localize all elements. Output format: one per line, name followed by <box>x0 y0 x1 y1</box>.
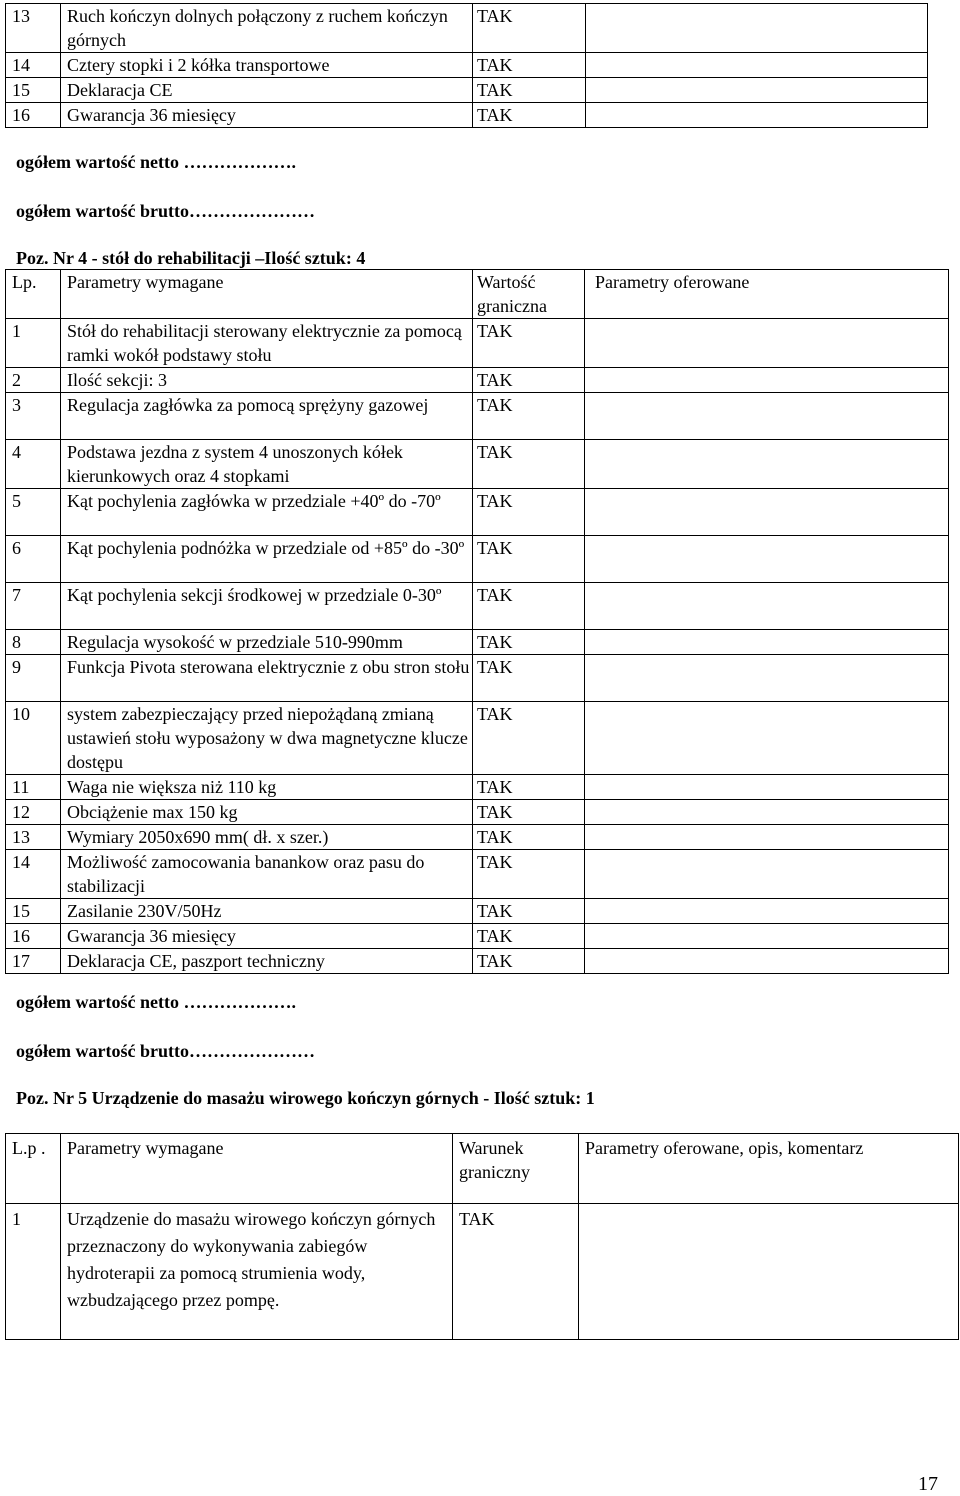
header-value: Wartość graniczna <box>473 270 585 319</box>
header-value: Warunek graniczny <box>453 1134 579 1204</box>
row-offered <box>585 800 949 825</box>
row-offered <box>585 775 949 800</box>
row-offered <box>585 536 949 583</box>
row-offered <box>586 4 928 53</box>
row-offered <box>585 655 949 702</box>
row-param: system zabezpieczający przed niepożądaną zmianą ustawień stołu wyposażony w dwa magnetyczne klucze dostępu <box>61 702 473 775</box>
row-value: TAK <box>473 489 585 536</box>
table-row <box>6 702 949 775</box>
row-value: TAK <box>473 4 586 53</box>
row-number: 8 <box>6 630 61 655</box>
row-param: Obciążenie max 150 kg <box>61 800 473 825</box>
total-brutto: ogółem wartość brutto………………… <box>16 201 315 221</box>
row-number: 15 <box>6 78 61 103</box>
section-5-title: Poz. Nr 5 Urządzenie do masażu wirowego kończyn górnych - Ilość sztuk: 1 <box>16 1088 595 1108</box>
row-number: 7 <box>6 583 61 630</box>
table-row <box>6 78 928 103</box>
row-param: Ruch kończyn dolnych połączony z ruchem kończyn górnych <box>61 4 473 53</box>
row-param: Urządzenie do masażu wirowego kończyn górnych przeznaczony do wykonywania zabiegów hydroterapii za pomocą strumienia wody, wzbudzającego przez pompę. <box>61 1204 453 1340</box>
table-row <box>6 924 949 949</box>
row-offered <box>585 630 949 655</box>
table-row <box>6 850 949 899</box>
row-value: TAK <box>473 319 585 368</box>
row-value: TAK <box>473 825 585 850</box>
row-offered <box>586 53 928 78</box>
row-param: Kąt pochylenia zagłówka w przedziale +40º do -70º <box>61 489 473 536</box>
row-value: TAK <box>473 368 585 393</box>
row-number: 13 <box>6 4 61 53</box>
row-offered <box>579 1204 959 1340</box>
row-param: Deklaracja CE <box>61 78 473 103</box>
row-offered <box>585 393 949 440</box>
row-number: 1 <box>6 319 61 368</box>
row-number: 4 <box>6 440 61 489</box>
table-header-row <box>6 270 949 319</box>
table-top <box>5 3 928 128</box>
row-offered <box>585 850 949 899</box>
table-section-4 <box>5 269 949 974</box>
row-param: Cztery stopki i 2 kółka transportowe <box>61 53 473 78</box>
table-row <box>6 53 928 78</box>
row-number: 6 <box>6 536 61 583</box>
row-number: 16 <box>6 103 61 128</box>
row-value: TAK <box>473 850 585 899</box>
table-row <box>6 489 949 536</box>
row-offered <box>585 368 949 393</box>
row-value: TAK <box>473 583 585 630</box>
row-number: 3 <box>6 393 61 440</box>
table-section-5 <box>5 1133 959 1340</box>
row-value: TAK <box>473 536 585 583</box>
row-param: Zasilanie 230V/50Hz <box>61 899 473 924</box>
row-param: Możliwość zamocowania banankow oraz pasu do stabilizacji <box>61 850 473 899</box>
row-param: Wymiary 2050x690 mm( dł. x szer.) <box>61 825 473 850</box>
header-no: Lp. <box>6 270 61 319</box>
row-value: TAK <box>473 78 586 103</box>
table-row <box>6 800 949 825</box>
row-number: 14 <box>6 53 61 78</box>
row-number: 15 <box>6 899 61 924</box>
table-row <box>6 899 949 924</box>
row-number: 14 <box>6 850 61 899</box>
row-param: Funkcja Pivota sterowana elektrycznie z obu stron stołu <box>61 655 473 702</box>
row-param: Waga nie większa niż 110 kg <box>61 775 473 800</box>
row-offered <box>585 702 949 775</box>
row-value: TAK <box>473 103 586 128</box>
table-row <box>6 775 949 800</box>
table-row <box>6 583 949 630</box>
row-param: Podstawa jezdna z system 4 unoszonych kółek kierunkowych oraz 4 stopkami <box>61 440 473 489</box>
row-param: Gwarancja 36 miesięcy <box>61 924 473 949</box>
row-value: TAK <box>473 655 585 702</box>
table-row <box>6 825 949 850</box>
row-value: TAK <box>473 393 585 440</box>
row-value: TAK <box>473 800 585 825</box>
row-value: TAK <box>473 440 585 489</box>
row-number: 9 <box>6 655 61 702</box>
row-value: TAK <box>453 1204 579 1340</box>
row-param: Gwarancja 36 miesięcy <box>61 103 473 128</box>
row-offered <box>585 319 949 368</box>
header-param: Parametry wymagane <box>61 1134 453 1204</box>
row-param: Regulacja wysokość w przedziale 510-990mm <box>61 630 473 655</box>
row-number: 1 <box>6 1204 61 1340</box>
row-value: TAK <box>473 702 585 775</box>
row-number: 2 <box>6 368 61 393</box>
table-row <box>6 103 928 128</box>
row-value: TAK <box>473 924 585 949</box>
table-row <box>6 319 949 368</box>
table-row <box>6 4 928 53</box>
table-row <box>6 368 949 393</box>
table-row <box>6 655 949 702</box>
row-value: TAK <box>473 775 585 800</box>
total-netto-2: ogółem wartość netto ………………. <box>16 992 296 1012</box>
header-offered: Parametry oferowane <box>585 270 949 319</box>
row-number: 13 <box>6 825 61 850</box>
table-row <box>6 949 949 974</box>
row-offered <box>585 440 949 489</box>
header-param: Parametry wymagane <box>61 270 473 319</box>
row-number: 17 <box>6 949 61 974</box>
row-value: TAK <box>473 630 585 655</box>
row-offered <box>586 78 928 103</box>
header-offered: Parametry oferowane, opis, komentarz <box>579 1134 959 1204</box>
table-row <box>6 393 949 440</box>
row-offered <box>585 949 949 974</box>
row-offered <box>585 924 949 949</box>
section-4-title: Poz. Nr 4 - stół do rehabilitacji –Ilość sztuk: 4 <box>16 248 366 268</box>
row-number: 5 <box>6 489 61 536</box>
row-number: 11 <box>6 775 61 800</box>
total-netto: ogółem wartość netto ………………. <box>16 152 296 172</box>
table-header-row <box>6 1134 959 1204</box>
row-param: Ilość sekcji: 3 <box>61 368 473 393</box>
row-number: 16 <box>6 924 61 949</box>
row-param: Regulacja zagłówka za pomocą sprężyny gazowej <box>61 393 473 440</box>
table-row <box>6 536 949 583</box>
total-brutto-2: ogółem wartość brutto………………… <box>16 1041 315 1061</box>
row-offered <box>585 825 949 850</box>
row-value: TAK <box>473 53 586 78</box>
row-offered <box>585 899 949 924</box>
row-offered <box>585 489 949 536</box>
row-value: TAK <box>473 899 585 924</box>
header-no: L.p . <box>6 1134 61 1204</box>
row-value: TAK <box>473 949 585 974</box>
table-row <box>6 1204 959 1340</box>
row-offered <box>586 103 928 128</box>
row-param: Kąt pochylenia podnóżka w przedziale od +85º do -30º <box>61 536 473 583</box>
row-param: Kąt pochylenia sekcji środkowej w przedziale 0-30º <box>61 583 473 630</box>
row-number: 10 <box>6 702 61 775</box>
table-row <box>6 440 949 489</box>
row-param: Deklaracja CE, paszport techniczny <box>61 949 473 974</box>
table-row <box>6 630 949 655</box>
row-offered <box>585 583 949 630</box>
row-param: Stół do rehabilitacji sterowany elektrycznie za pomocą ramki wokół podstawy stołu <box>61 319 473 368</box>
row-number: 12 <box>6 800 61 825</box>
page-number: 17 <box>918 1473 938 1495</box>
